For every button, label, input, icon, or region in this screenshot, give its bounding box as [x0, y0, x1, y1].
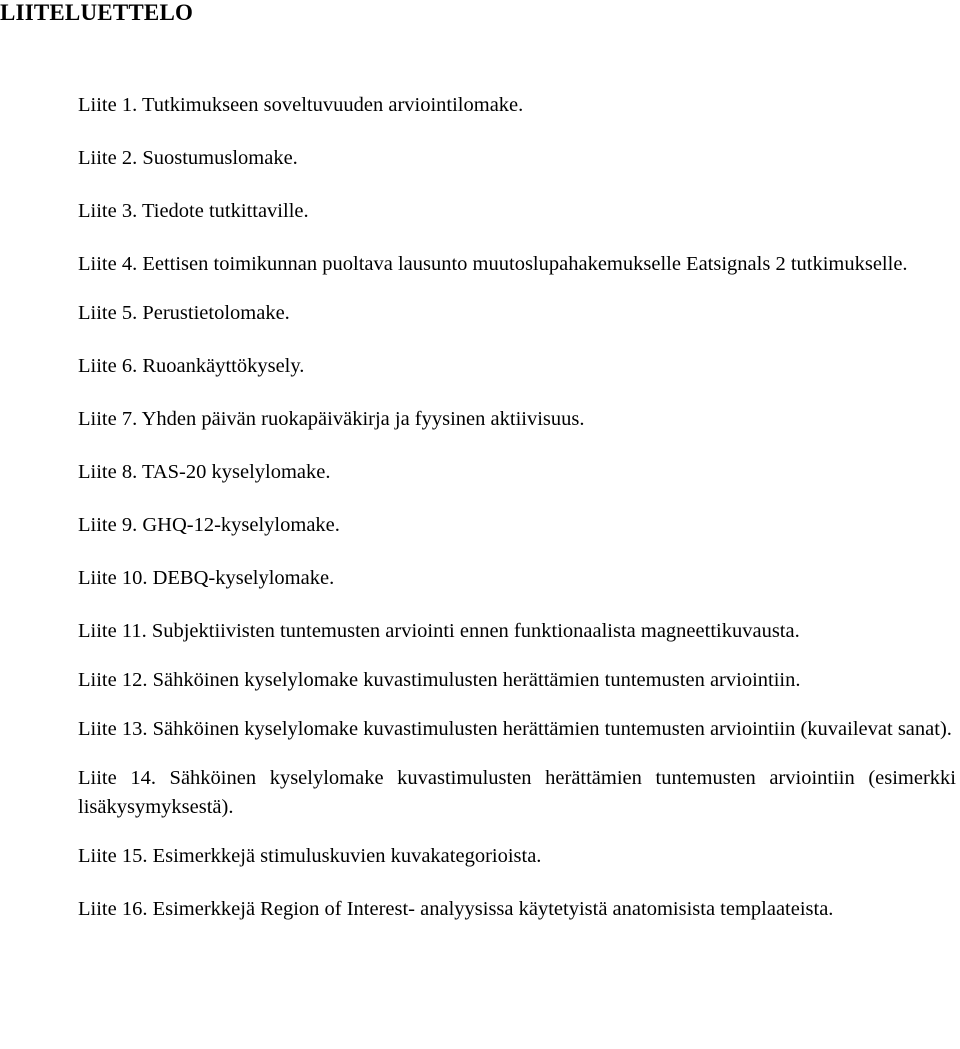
- appendix-entry-11: Liite 11. Subjektiivisten tuntemusten arviointi ennen funktionaalista magneettikuvausta.: [78, 620, 800, 642]
- appendix-entry-7: Liite 7. Yhden päivän ruokapäiväkirja ja fyysinen aktiivisuus.: [78, 408, 585, 430]
- appendix-entry-12: Liite 12. Sähköinen kyselylomake kuvastimulusten herättämien tuntemusten arviointiin.: [78, 669, 801, 691]
- page-title: LIITELUETTELO: [0, 0, 194, 25]
- appendix-entry-10: Liite 10. DEBQ-kyselylomake.: [78, 567, 335, 589]
- appendix-entry-16: Liite 16. Esimerkkejä Region of Interest- analyysissa käytetyistä anatomisista templaateista.: [78, 898, 834, 920]
- appendix-list: [78, 91, 956, 948]
- appendix-entry-13: Liite 13. Sähköinen kyselylomake kuvastimulusten herättämien tuntemusten arviointiin (kuvailevat sanat).: [78, 718, 952, 740]
- appendix-entry-15: Liite 15. Esimerkkejä stimuluskuvien kuvakategorioista.: [78, 845, 542, 867]
- appendix-entry-3: Liite 3. Tiedote tutkittaville.: [78, 200, 309, 222]
- appendix-entry-1: Liite 1. Tutkimukseen soveltuvuuden arviointilomake.: [78, 94, 524, 116]
- appendix-entry-2: Liite 2. Suostumuslomake.: [78, 147, 298, 169]
- appendix-entry-14: Liite 14. Sähköinen kyselylomake kuvastimulusten herättämien tuntemusten arviointiin (esimerkki lisäkysymyksestä).: [78, 767, 956, 818]
- appendix-entry-6: Liite 6. Ruoankäyttökysely.: [78, 355, 305, 377]
- appendix-entry-5: Liite 5. Perustietolomake.: [78, 302, 290, 324]
- appendix-entry-8: Liite 8. TAS-20 kyselylomake.: [78, 461, 331, 483]
- appendix-entry-4: Liite 4. Eettisen toimikunnan puoltava lausunto muutoslupahakemukselle Eatsignals 2 tutkimukselle.: [78, 253, 908, 275]
- appendix-entry-9: Liite 9. GHQ-12-kyselylomake.: [78, 514, 340, 536]
